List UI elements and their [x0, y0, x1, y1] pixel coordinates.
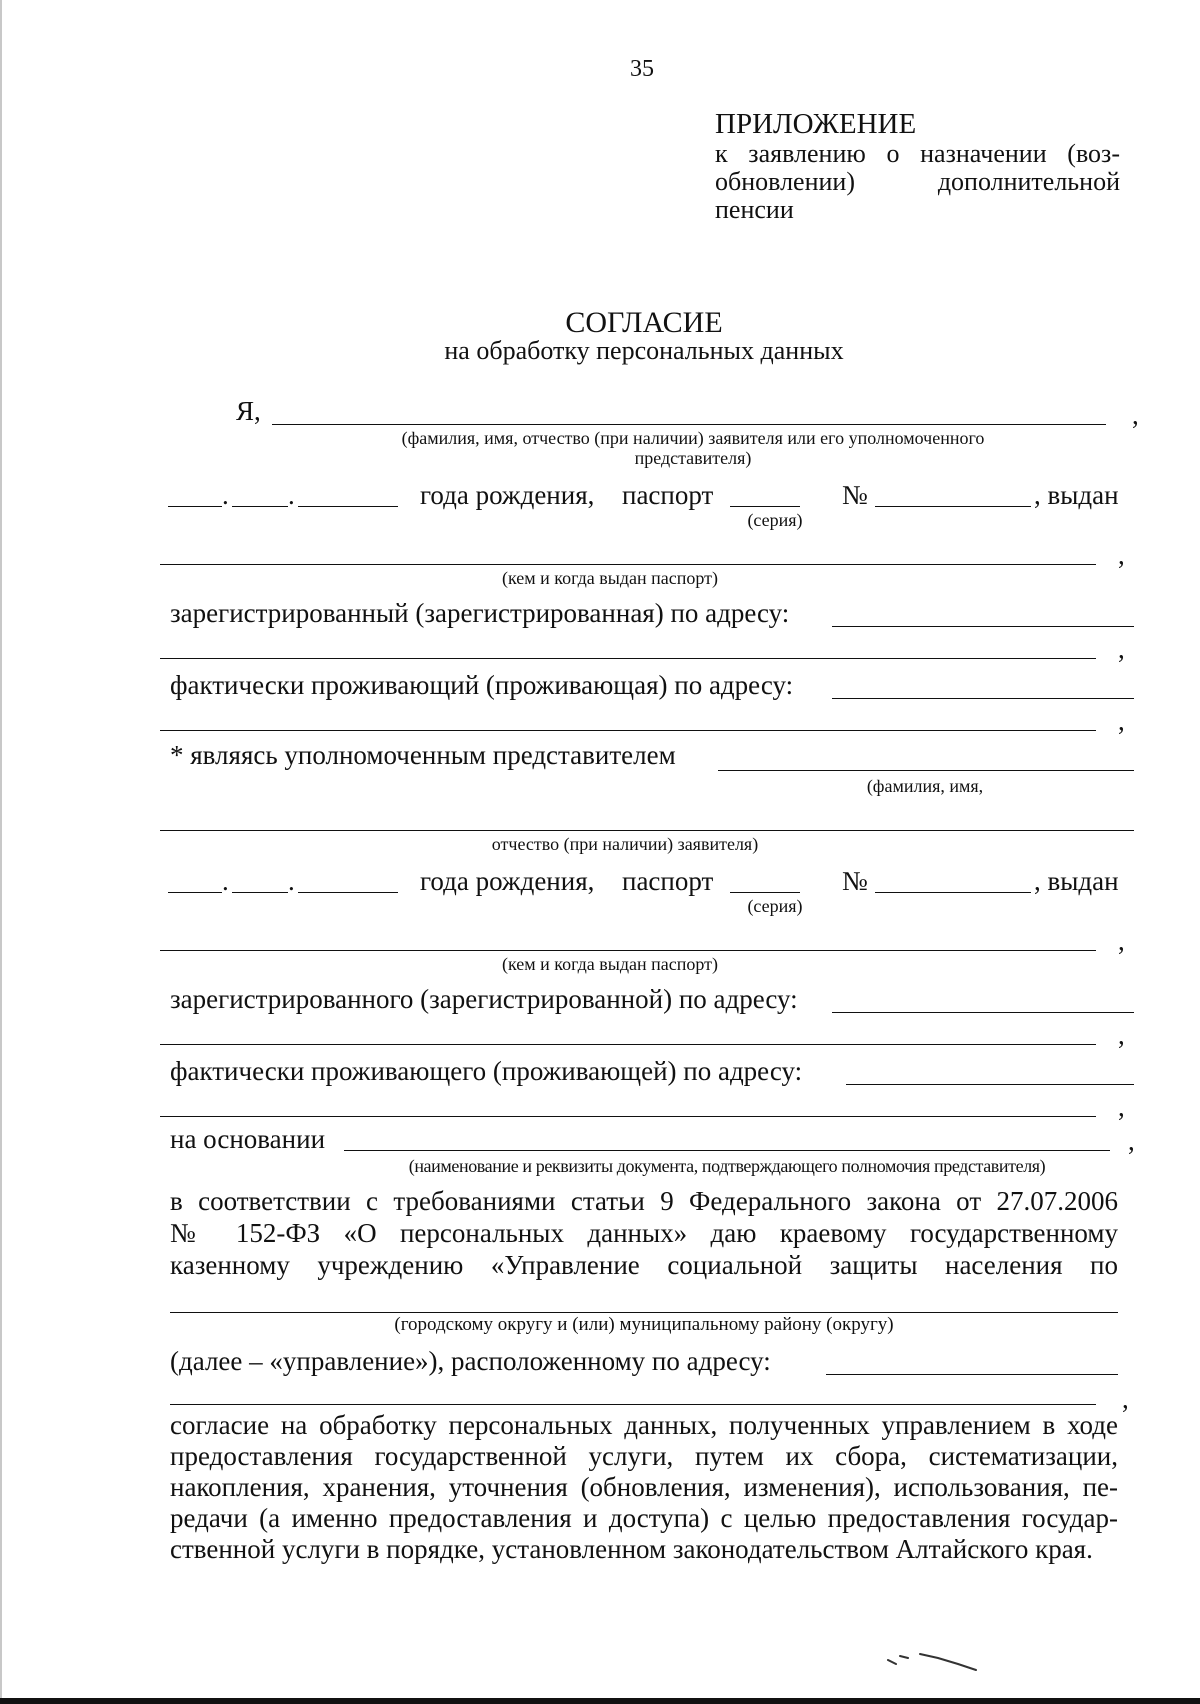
document-title: СОГЛАСИЕ: [565, 306, 723, 339]
passport-issued-by-field[interactable]: [160, 564, 1096, 565]
rep-passport-label: паспорт: [622, 866, 714, 896]
registered-address-field-2[interactable]: [160, 658, 1096, 659]
appendix-line-2b: дополнительной: [937, 167, 1120, 196]
address-field-2[interactable]: [170, 1404, 1096, 1405]
rep-actual-address-field-2[interactable]: [160, 1116, 1096, 1117]
rep-issued-by-caption: (кем и когда выдан паспорт): [501, 954, 718, 974]
passport-number-field[interactable]: [875, 506, 1031, 507]
rep-birth-month-field[interactable]: [232, 892, 288, 893]
consent-paragraph-line-3: накопления, хранения, уточнения (обновления, изменения), использования, пе-: [170, 1472, 1118, 1502]
comma: ,: [1118, 1092, 1125, 1122]
rep-series-caption: (серия): [747, 896, 803, 916]
representative-name-field-2[interactable]: [160, 830, 1134, 831]
basis-field[interactable]: [344, 1150, 1110, 1151]
birth-day-field[interactable]: [168, 506, 222, 507]
comma: ,: [1128, 1126, 1135, 1156]
registered-address-label: зарегистрированный (зарегистрированная) по адресу:: [170, 598, 790, 628]
actual-address-field-2[interactable]: [160, 730, 1096, 731]
appendix-line-1: к заявлению о назначении (воз-: [715, 139, 1120, 168]
comma: ,: [1118, 1020, 1125, 1050]
issued-label: , выдан: [1034, 480, 1119, 510]
consent-paragraph-line-5: ственной услуги в порядке, установленном законодательством Алтайского края.: [170, 1534, 1093, 1564]
date-dot: .: [222, 480, 229, 510]
representative-name-field[interactable]: [718, 770, 1134, 771]
rep-actual-address-field[interactable]: [846, 1084, 1134, 1085]
applicant-name-field[interactable]: [272, 424, 1106, 425]
page-number: 35: [630, 56, 654, 82]
actual-address-field[interactable]: [832, 698, 1134, 699]
rep-registered-address-field-2[interactable]: [160, 1044, 1096, 1045]
rep-birth-label: года рождения,: [420, 866, 595, 896]
passport-label: паспорт: [622, 480, 714, 510]
rep-number-sign: №: [842, 866, 868, 896]
rep-passport-series-field[interactable]: [730, 892, 800, 893]
district-caption: (городскому округу и (или) муниципальному району (округу): [394, 1314, 894, 1335]
address-field[interactable]: [826, 1374, 1118, 1375]
applicant-name-caption-2: представителя): [634, 448, 752, 468]
rep-passport-number-field[interactable]: [875, 892, 1031, 893]
address-label: (далее – «управление»), расположенному по адресу:: [170, 1346, 771, 1376]
consent-paragraph-line-1: согласие на обработку персональных данных, полученных управлением в ходе: [170, 1410, 1118, 1440]
registered-address-field[interactable]: [832, 626, 1134, 627]
birth-label: года рождения,: [420, 480, 595, 510]
number-sign: №: [842, 480, 868, 510]
i-label: Я,: [236, 396, 261, 426]
scan-bottom-border: [0, 1698, 1200, 1704]
rep-birth-day-field[interactable]: [168, 892, 222, 893]
comma: ,: [1118, 540, 1125, 570]
rep-registered-address-label: зарегистрированного (зарегистрированной) по адресу:: [170, 984, 798, 1014]
rep-passport-issued-by-field[interactable]: [160, 950, 1096, 951]
comma: ,: [1122, 1384, 1129, 1414]
consent-paragraph-line-4: редачи (а именно предоставления и доступа) с целью предоставления государ-: [170, 1503, 1118, 1533]
representative-name-caption-2: отчество (при наличии) заявителя): [491, 834, 759, 854]
applicant-name-caption: (фамилия, имя, отчество (при наличии) заявителя или его уполномоченного: [401, 428, 985, 448]
birth-year-field[interactable]: [298, 506, 398, 507]
consent-line-3: казенному учреждению «Управление социальной защиты населения по: [170, 1250, 1118, 1280]
series-caption: (серия): [747, 510, 803, 530]
appendix-title: ПРИЛОЖЕНИЕ: [715, 108, 917, 140]
consent-line-1: в соответствии с требованиями статьи 9 Федерального закона от 27.07.2006: [170, 1186, 1118, 1216]
district-field[interactable]: [170, 1312, 1118, 1313]
consent-paragraph: [170, 1410, 1118, 1565]
date-dot: .: [288, 480, 295, 510]
appendix-block: [715, 108, 1120, 224]
consent-paragraph-line-2: предоставления государственной услуги, путем их сбора, систематизации,: [170, 1441, 1118, 1471]
representative-name-caption: (фамилия, имя,: [866, 776, 984, 796]
issued-by-caption: (кем и когда выдан паспорт): [501, 568, 718, 588]
date-dot: .: [222, 866, 229, 896]
consent-line-2: № 152-ФЗ «О персональных данных» даю краевому государственному: [170, 1218, 1118, 1248]
comma: ,: [1118, 634, 1125, 664]
comma: ,: [1132, 400, 1139, 430]
appendix-line-3: пенсии: [715, 195, 794, 224]
rep-actual-address-label: фактически проживающего (проживающей) по адресу:: [170, 1056, 803, 1086]
comma: ,: [1118, 926, 1125, 956]
basis-caption: (наименование и реквизиты документа, подтверждающего полномочия представителя): [408, 1156, 1046, 1176]
date-dot: .: [288, 866, 295, 896]
birth-month-field[interactable]: [232, 506, 288, 507]
actual-address-label: фактически проживающий (проживающая) по адресу:: [170, 670, 794, 700]
basis-label: на основании: [170, 1124, 326, 1154]
rep-issued-label: , выдан: [1034, 866, 1119, 896]
appendix-line-2a: обновлении): [715, 167, 855, 196]
rep-registered-address-field[interactable]: [832, 1012, 1134, 1013]
passport-series-field[interactable]: [730, 506, 800, 507]
comma: ,: [1118, 706, 1125, 736]
appendix-line-2: [715, 168, 1120, 196]
representative-label: * являясь уполномоченным представителем: [170, 740, 676, 770]
scan-mark-graphic: [880, 1646, 990, 1676]
scan-left-edge: [0, 0, 2, 1704]
rep-birth-year-field[interactable]: [298, 892, 398, 893]
document-subtitle: на обработку персональных данных: [444, 336, 844, 365]
